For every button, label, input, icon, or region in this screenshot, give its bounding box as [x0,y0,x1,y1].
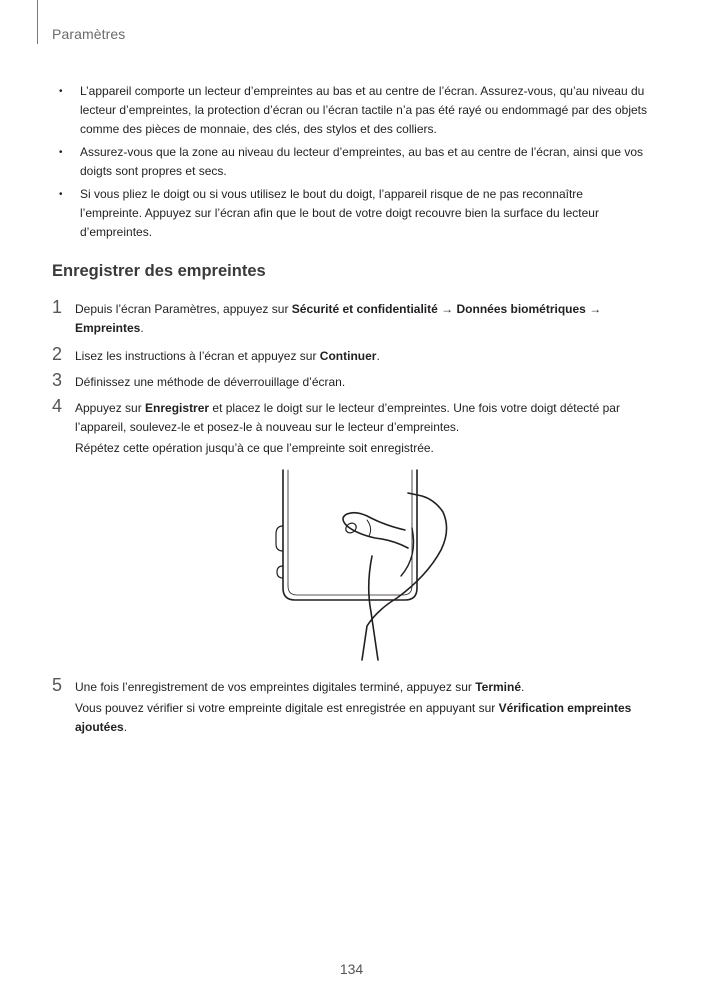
header-rule [37,0,38,44]
arrow-right-icon: → [585,302,602,316]
step-text-part: Vous pouvez vérifier si votre empreinte digitale est enregistrée en appuyant sur [75,701,499,715]
step-1 [0,297,703,338]
step-number: 5 [52,675,63,695]
step-text [0,347,703,366]
step-2 [0,344,703,366]
step-subtext [0,699,703,737]
step-text [0,399,703,437]
step-text-part: Lisez les instructions à l’écran et appuyez sur [75,349,320,363]
step-subtext: Répétez cette opération jusqu’à ce que l’empreinte soit enregistrée. [75,441,434,455]
bullet-list [0,82,703,246]
bullet-dot-icon: • [59,147,63,158]
bullet-text: Si vous pliez le doigt ou si vous utilisez le bout du doigt, l’appareil risque de ne pas reconnaître l’empreinte. Appuyez sur l’écran afin que le bout de votre doigt recouvre bien la surface du lecteur d’empreintes. [80,187,599,239]
bullet-text: L’appareil comporte un lecteur d’empreintes au bas et au centre de l’écran. Assurez-vous, qu’au niveau du lecteur d’empreintes, la protection d’écran ou l’écran tactile n’a pas été rayé ou endommagé par des objets comme des pièces de monnaie, des clés, des stylos et des colliers. [80,84,647,136]
hand-outline [369,556,378,660]
step-text-part: . [376,349,380,363]
step-text [0,300,703,338]
finger-joint [367,520,371,536]
bullet-item [0,143,703,181]
bullet-text: Assurez-vous que la zone au niveau du lecteur d’empreintes, au bas et au centre de l’écran, ainsi que vos doigts sont propres et secs. [80,145,644,178]
bullet-item [0,185,703,242]
step-number: 4 [52,396,63,416]
continue-label: Continuer [319,349,377,363]
side-button [276,526,283,551]
step-number: 1 [52,297,63,317]
bullet-item [0,82,703,139]
done-label: Terminé [475,680,521,694]
phone-outline [283,470,417,600]
step-number: 3 [52,370,63,390]
step-text-part: Appuyez sur [75,401,146,415]
step-text [0,678,703,697]
side-button [277,566,283,578]
bullet-dot-icon: • [59,86,63,97]
page-number: 134 [339,961,364,977]
verify-fingerprints-label: Vérification empreintes ajoutées [75,701,632,734]
step-text-part: et placez le doigt sur le lecteur d’empreintes. Une fois votre doigt détecté par l’appareil, soulevez-le et posez-le à nouveau sur le lecteur d’empreintes. [75,401,620,434]
fingerprint-illustration [255,468,465,663]
arrow-right-icon: → [437,302,457,316]
thumb-outline [343,513,408,548]
step-number: 2 [52,344,63,364]
step-text-part: . [140,321,144,335]
step-3 [0,370,703,392]
step-text-part: . [521,680,525,694]
step-text-part: Une fois l’enregistrement de vos empreintes digitales terminé, appuyez sur [75,680,476,694]
menu-path-security: Sécurité et confidentialité [291,302,438,316]
step-text-part: . [123,720,128,734]
page-header-title: Paramètres [52,26,126,42]
step-text: Définissez une méthode de déverrouillage d’écran. [75,375,346,389]
section-title: Enregistrer des empreintes [52,262,266,280]
step-text-part: Depuis l’écran Paramètres, appuyez sur [75,302,292,316]
bullet-dot-icon: • [59,189,63,200]
step-5 [0,675,703,737]
register-label: Enregistrer [145,401,210,415]
step-4 [0,396,703,458]
menu-path-fingerprints: Empreintes [75,321,141,335]
menu-path-biometrics: Données biométriques [456,302,586,316]
